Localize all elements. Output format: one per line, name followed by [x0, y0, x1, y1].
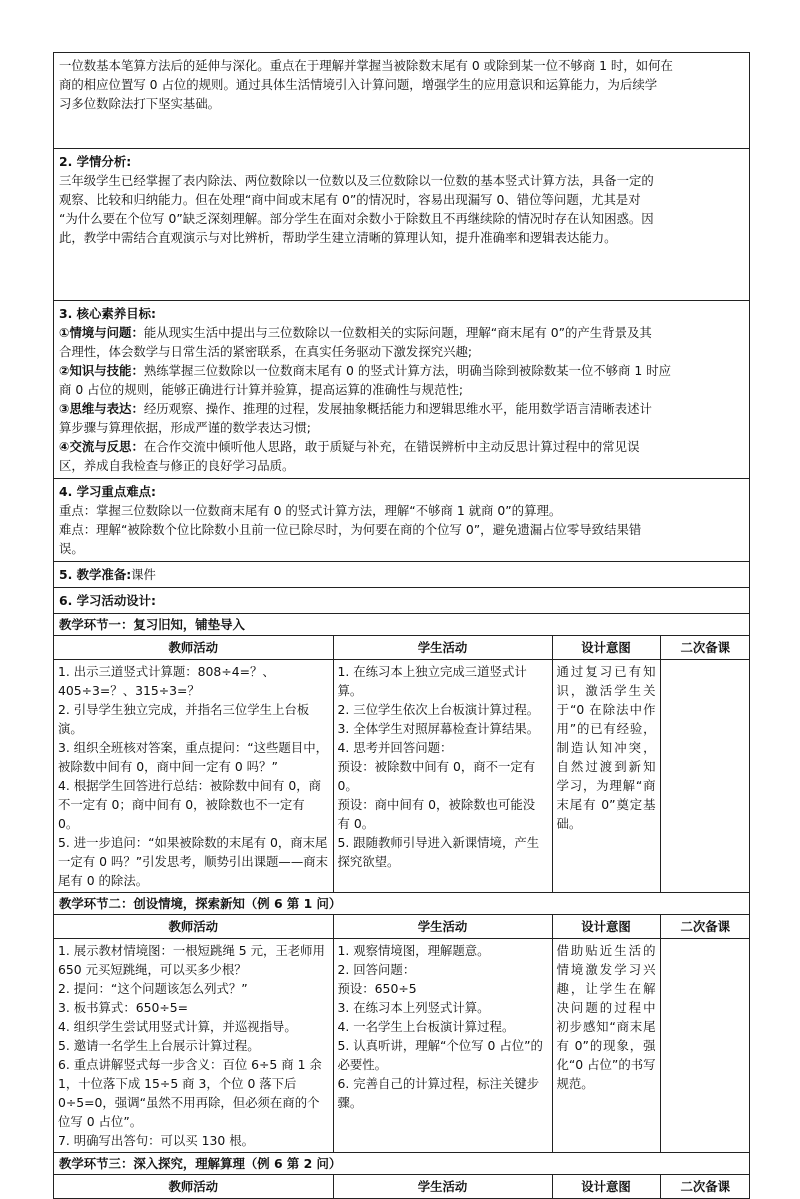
goals-row: [54, 301, 750, 479]
stage-2-teacher: [54, 939, 333, 1153]
col-teacher-header: 教师活动: [54, 915, 333, 939]
teacher-step: 4. 根据学生回答进行总结：被除数中间有 0，商不一定有 0；商中间有 0，被除数也不一定有 0。: [58, 778, 322, 831]
key-points-row: [54, 479, 750, 562]
stage-1-cell: [54, 636, 750, 893]
stage-2-content-row: [54, 939, 750, 1153]
col-notes-header: 二次备课: [660, 1175, 750, 1198]
stage-1-teacher: [54, 660, 333, 893]
stage-1-student: [333, 660, 552, 893]
stage-3-table: [54, 1175, 750, 1198]
col-intent-header: 设计意图: [552, 915, 660, 939]
goal-item: [59, 361, 744, 380]
col-intent-header: 设计意图: [552, 636, 660, 660]
student-step: 6. 完善自己的计算过程，标注关键步骤。: [337, 1076, 540, 1110]
student-step: 预设：商中间有 0，被除数也可能没有 0。: [337, 797, 536, 831]
goal-text: 能从现实生活中提出与三位数除以一位数相关的实际问题，理解“商末尾有 0”的产生背景及其: [143, 325, 652, 340]
stage-2-cell: [54, 915, 750, 1153]
col-student-header: 学生活动: [333, 915, 552, 939]
difficulty-text: 误。: [59, 541, 84, 556]
teacher-step: 5. 邀请一名学生上台展示计算过程。: [58, 1038, 260, 1053]
student-step: 4. 一名学生上台板演计算过程。: [337, 1019, 515, 1034]
analysis-title: 2. 学情分析:: [59, 154, 132, 169]
col-teacher-header: 教师活动: [54, 636, 333, 660]
stage-1-content-row: [54, 660, 750, 893]
activity-design-cell: [54, 588, 750, 614]
goal-item: [59, 437, 744, 456]
student-step: 5. 认真听讲，理解“个位写 0 占位”的必要性。: [337, 1038, 543, 1072]
analysis-row: [54, 149, 750, 301]
analysis-cell: [54, 149, 750, 301]
student-step: 预设：被除数中间有 0，商不一定有 0。: [337, 759, 536, 793]
preparation-value: 课件: [131, 567, 156, 582]
activity-design-row: [54, 588, 750, 614]
goal-text: 合理性，体会数学与日常生活的紧密联系，在真实任务驱动下激发探究兴趣;: [59, 344, 473, 359]
col-student-header: 学生活动: [333, 636, 552, 660]
stage-3-title-row: [54, 1153, 750, 1175]
stage-1-title: 教学环节一：复习旧知，铺垫导入: [54, 614, 750, 636]
goals-cell: [54, 301, 750, 479]
student-step: 预设：650÷5: [337, 981, 417, 996]
teacher-step: 2. 提问：“这个问题该怎么列式？”: [58, 981, 248, 996]
goal-text: 在合作交流中倾听他人思路，敢于质疑与补充，在错误辨析中主动反思计算过程中的常见误: [143, 439, 640, 454]
stage-1-row: [54, 636, 750, 893]
stage-1-title-row: [54, 614, 750, 636]
col-student-header: 学生活动: [333, 1175, 552, 1198]
col-intent-header: 设计意图: [552, 1175, 660, 1198]
key-point-text: 重点：掌握三位数除以一位数商末尾有 0 的竖式计算方法，理解“不够商 1 就商 0”的算理。: [59, 503, 562, 518]
teacher-step: 6. 重点讲解竖式每一步含义：百位 6÷5 商 1 余 1，十位落下成 15÷5 商 3，个位 0 落下后 0÷5=0，强调“虽然不用再除，但必须在商的个位写 0 占位”。: [58, 1057, 322, 1129]
student-step: 1. 在练习本上独立完成三道竖式计算。: [337, 664, 527, 698]
analysis-line: 观察、比较和归纳能力。但在处理“商中间或末尾有 0”的情况时，容易出现漏写 0、错位等问题，尤其是对: [59, 192, 641, 207]
analysis-line: 此，教学中需结合直观演示与对比辨析，帮助学生建立清晰的算理认知，提升准确率和逻辑表达能力。: [59, 230, 617, 245]
teacher-step: 1. 出示三道竖式计算题：808÷4=？、405÷3=？、315÷3=？: [58, 664, 275, 698]
stage-2-row: [54, 915, 750, 1153]
analysis-line: 三年级学生已经掌握了表内除法、两位数除以一位数以及三位数除以一位数的基本竖式计算方法，具备一定的: [59, 173, 654, 188]
goal-label: ③思维与表达：: [59, 401, 144, 416]
col-notes-header: 二次备课: [660, 636, 750, 660]
goal-text: 熟练掌握三位数除以一位数商末尾有 0 的竖式计算方法，明确当除到被除数某一位不够商 1 时应: [143, 363, 671, 378]
activity-design-title: 6. 学习活动设计:: [59, 593, 156, 608]
intro-row: [54, 53, 750, 149]
stage-2-notes: [660, 939, 750, 1153]
stage-2-title: 教学环节二：创设情境，探索新知（例 6 第 1 问）: [54, 893, 750, 915]
student-step: 5. 跟随教师引导进入新课情境，产生探究欲望。: [337, 835, 540, 869]
teacher-step: 7. 明确写出答句：可以买 130 根。: [58, 1133, 254, 1148]
lesson-plan-table: [53, 52, 750, 1199]
goal-label: ②知识与技能：: [59, 363, 144, 378]
key-points-title: 4. 学习重点难点:: [59, 484, 156, 499]
goal-item: [59, 399, 744, 418]
goal-text: 区，养成自我检查与修正的良好学习品质。: [59, 458, 295, 473]
intro-line: 商的相应位置写 0 占位的规则。通过具体生活情境引入计算问题，增强学生的应用意识和运算能力，为后续学: [59, 77, 658, 92]
stage-1-table: [54, 636, 750, 892]
goal-text: 经历观察、操作、推理的过程，发展抽象概括能力和逻辑思维水平，能用数学语言清晰表述计: [143, 401, 652, 416]
teacher-step: 2. 引导学生独立完成，并指名三位学生上台板演。: [58, 702, 310, 736]
stage-2-title-row: [54, 893, 750, 915]
preparation-line: [59, 565, 744, 584]
col-notes-header: 二次备课: [660, 915, 750, 939]
stage-1-header-row: [54, 636, 750, 660]
intro-cell: [54, 53, 750, 149]
difficulty-text: 难点：理解“被除数个位比除数小且前一位已除尽时，为何要在商的个位写 0”，避免遗漏占位零导致结果错: [59, 522, 642, 537]
col-teacher-header: 教师活动: [54, 1175, 333, 1198]
student-step: 3. 全体学生对照屏幕检查计算结果。: [337, 721, 540, 736]
student-step: 1. 观察情境图，理解题意。: [337, 943, 490, 958]
stage-2-table: [54, 915, 750, 1152]
goal-item: [59, 323, 744, 342]
student-step: 2. 三位学生依次上台板演计算过程。: [337, 702, 540, 717]
goal-text: 商 0 占位的规则，能够正确进行计算并验算，提高运算的准确性与规范性;: [59, 382, 464, 397]
stage-3-header-row: [54, 1175, 750, 1198]
student-step: 2. 回答问题：: [337, 962, 416, 977]
teacher-step: 3. 组织全班核对答案，重点提问：“这些题目中，被除数中间有 0，商中间一定有 0 吗？”: [58, 740, 328, 774]
goals-title: 3. 核心素养目标:: [59, 306, 156, 321]
student-step: 3. 在练习本上列竖式计算。: [337, 1000, 490, 1015]
stage-1-notes: [660, 660, 750, 893]
teacher-step: 1. 展示教材情境图：一根短跳绳 5 元，王老师用 650 元买短跳绳，可以买多少根？: [58, 943, 325, 977]
stage-3-title: 教学环节三：深入探究，理解算理（例 6 第 2 问）: [54, 1153, 750, 1175]
goal-label: ④交流与反思：: [59, 439, 144, 454]
preparation-cell: [54, 562, 750, 588]
teacher-step: 4. 组织学生尝试用竖式计算，并巡视指导。: [58, 1019, 297, 1034]
stage-3-cell: [54, 1175, 750, 1199]
intro-line: 习多位数除法打下坚实基础。: [59, 96, 221, 111]
teacher-step: 3. 板书算式：650÷5=: [58, 1000, 189, 1015]
stage-2-student: [333, 939, 552, 1153]
key-points-cell: [54, 479, 750, 562]
lesson-plan-page: [53, 52, 749, 1199]
stage-3-row: [54, 1175, 750, 1199]
preparation-title: 5. 教学准备:: [59, 567, 132, 582]
intro-line: 一位数基本笔算方法后的延伸与深化。重点在于理解并掌握当被除数末尾有 0 或除到某一位不够商 1 时，如何在: [59, 58, 673, 73]
analysis-line: “为什么要在个位写 0”缺乏深刻理解。部分学生在面对余数小于除数且不再继续除的情况时存在认知困惑。因: [59, 211, 654, 226]
stage-2-intent: 借助贴近生活的情境激发学习兴趣，让学生在解决问题的过程中初步感知“商末尾有 0”的现象，强化“0 占位”的书写规范。: [552, 939, 660, 1153]
goal-text: 算步骤与算理依据，形成严谨的数学表达习惯;: [59, 420, 311, 435]
stage-1-intent: 通过复习已有知识，激活学生关于“0 在除法中作用”的已有经验，制造认知冲突，自然过渡到新知学习，为理解“商末尾有 0”奠定基础。: [552, 660, 660, 893]
preparation-row: [54, 562, 750, 588]
student-step: 4. 思考并回答问题：: [337, 740, 453, 755]
goal-label: ①情境与问题：: [59, 325, 144, 340]
stage-2-header-row: [54, 915, 750, 939]
teacher-step: 5. 进一步追问：“如果被除数的末尾有 0，商末尾一定有 0 吗？”引发思考，顺势引出课题——商末尾有 0 的除法。: [58, 835, 328, 888]
